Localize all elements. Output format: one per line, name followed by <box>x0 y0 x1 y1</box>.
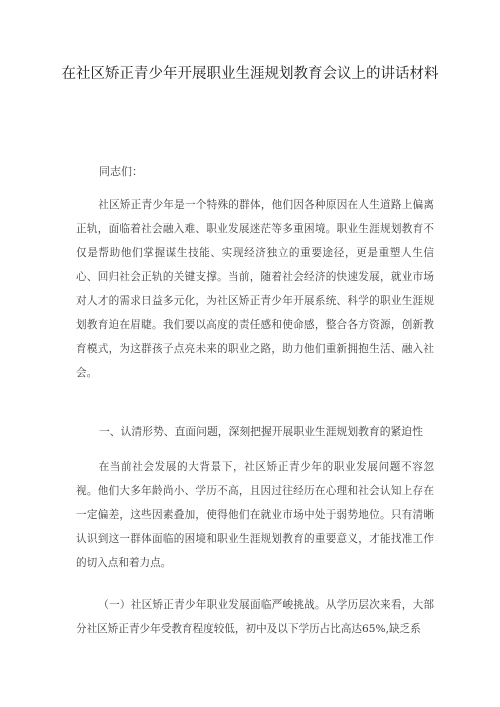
paragraph-intro-text: 社区矫正青少年是一个特殊的群体，他们因各种原因在人生道路上偏离正轨，面临着社会融入难、职业发展迷茫等多重困境。职业生涯规划教育不仅是帮助他们掌握谋生技能、实现经济独立的重要途径，更是重塑人生信心、回归社会正轨的关键支撑。当前，随着社会经济的快速发展，就业市场对人才的需求日益多元化，为社区矫正青少年开展系统、科学的职业生涯规划教育迫在眉睫。我们要以高度的责任感和使命感，整合各方资源，创新教育模式，为这群孩子点亮未来的职业之路，助力他们重新拥抱生活、融入社会。 <box>76 199 434 379</box>
paragraph-subsection-1-text: （一）社区矫正青少年职业发展面临严峻挑战。从学历层次来看，大部分社区矫正青少年受教育程度较低，初中及以下学历占比高达65%,缺乏系 <box>76 599 434 635</box>
section-heading: 一、认清形势、直面问题，深刻把握开展职业生涯规划教育的紧迫性 <box>99 425 423 438</box>
paragraph-context <box>76 455 434 575</box>
paragraph-intro <box>76 193 434 385</box>
document-title: 在社区矫正青少年开展职业生涯规划教育会议上的讲话材料 <box>61 66 439 82</box>
paragraph-context-text: 在当前社会发展的大背景下，社区矫正青少年的职业发展问题不容忽视。他们大多年龄尚小、学历不高，且因过往经历在心理和社会认知上存在一定偏差，这些因素叠加，使得他们在就业市场中处于弱势地位。只有清晰认识到这一群体面临的困境和职业生涯规划教育的重要意义，才能找准工作的切入点和着力点。 <box>76 461 434 569</box>
salutation: 同志们： <box>99 165 143 178</box>
paragraph-subsection-1 <box>76 593 434 641</box>
